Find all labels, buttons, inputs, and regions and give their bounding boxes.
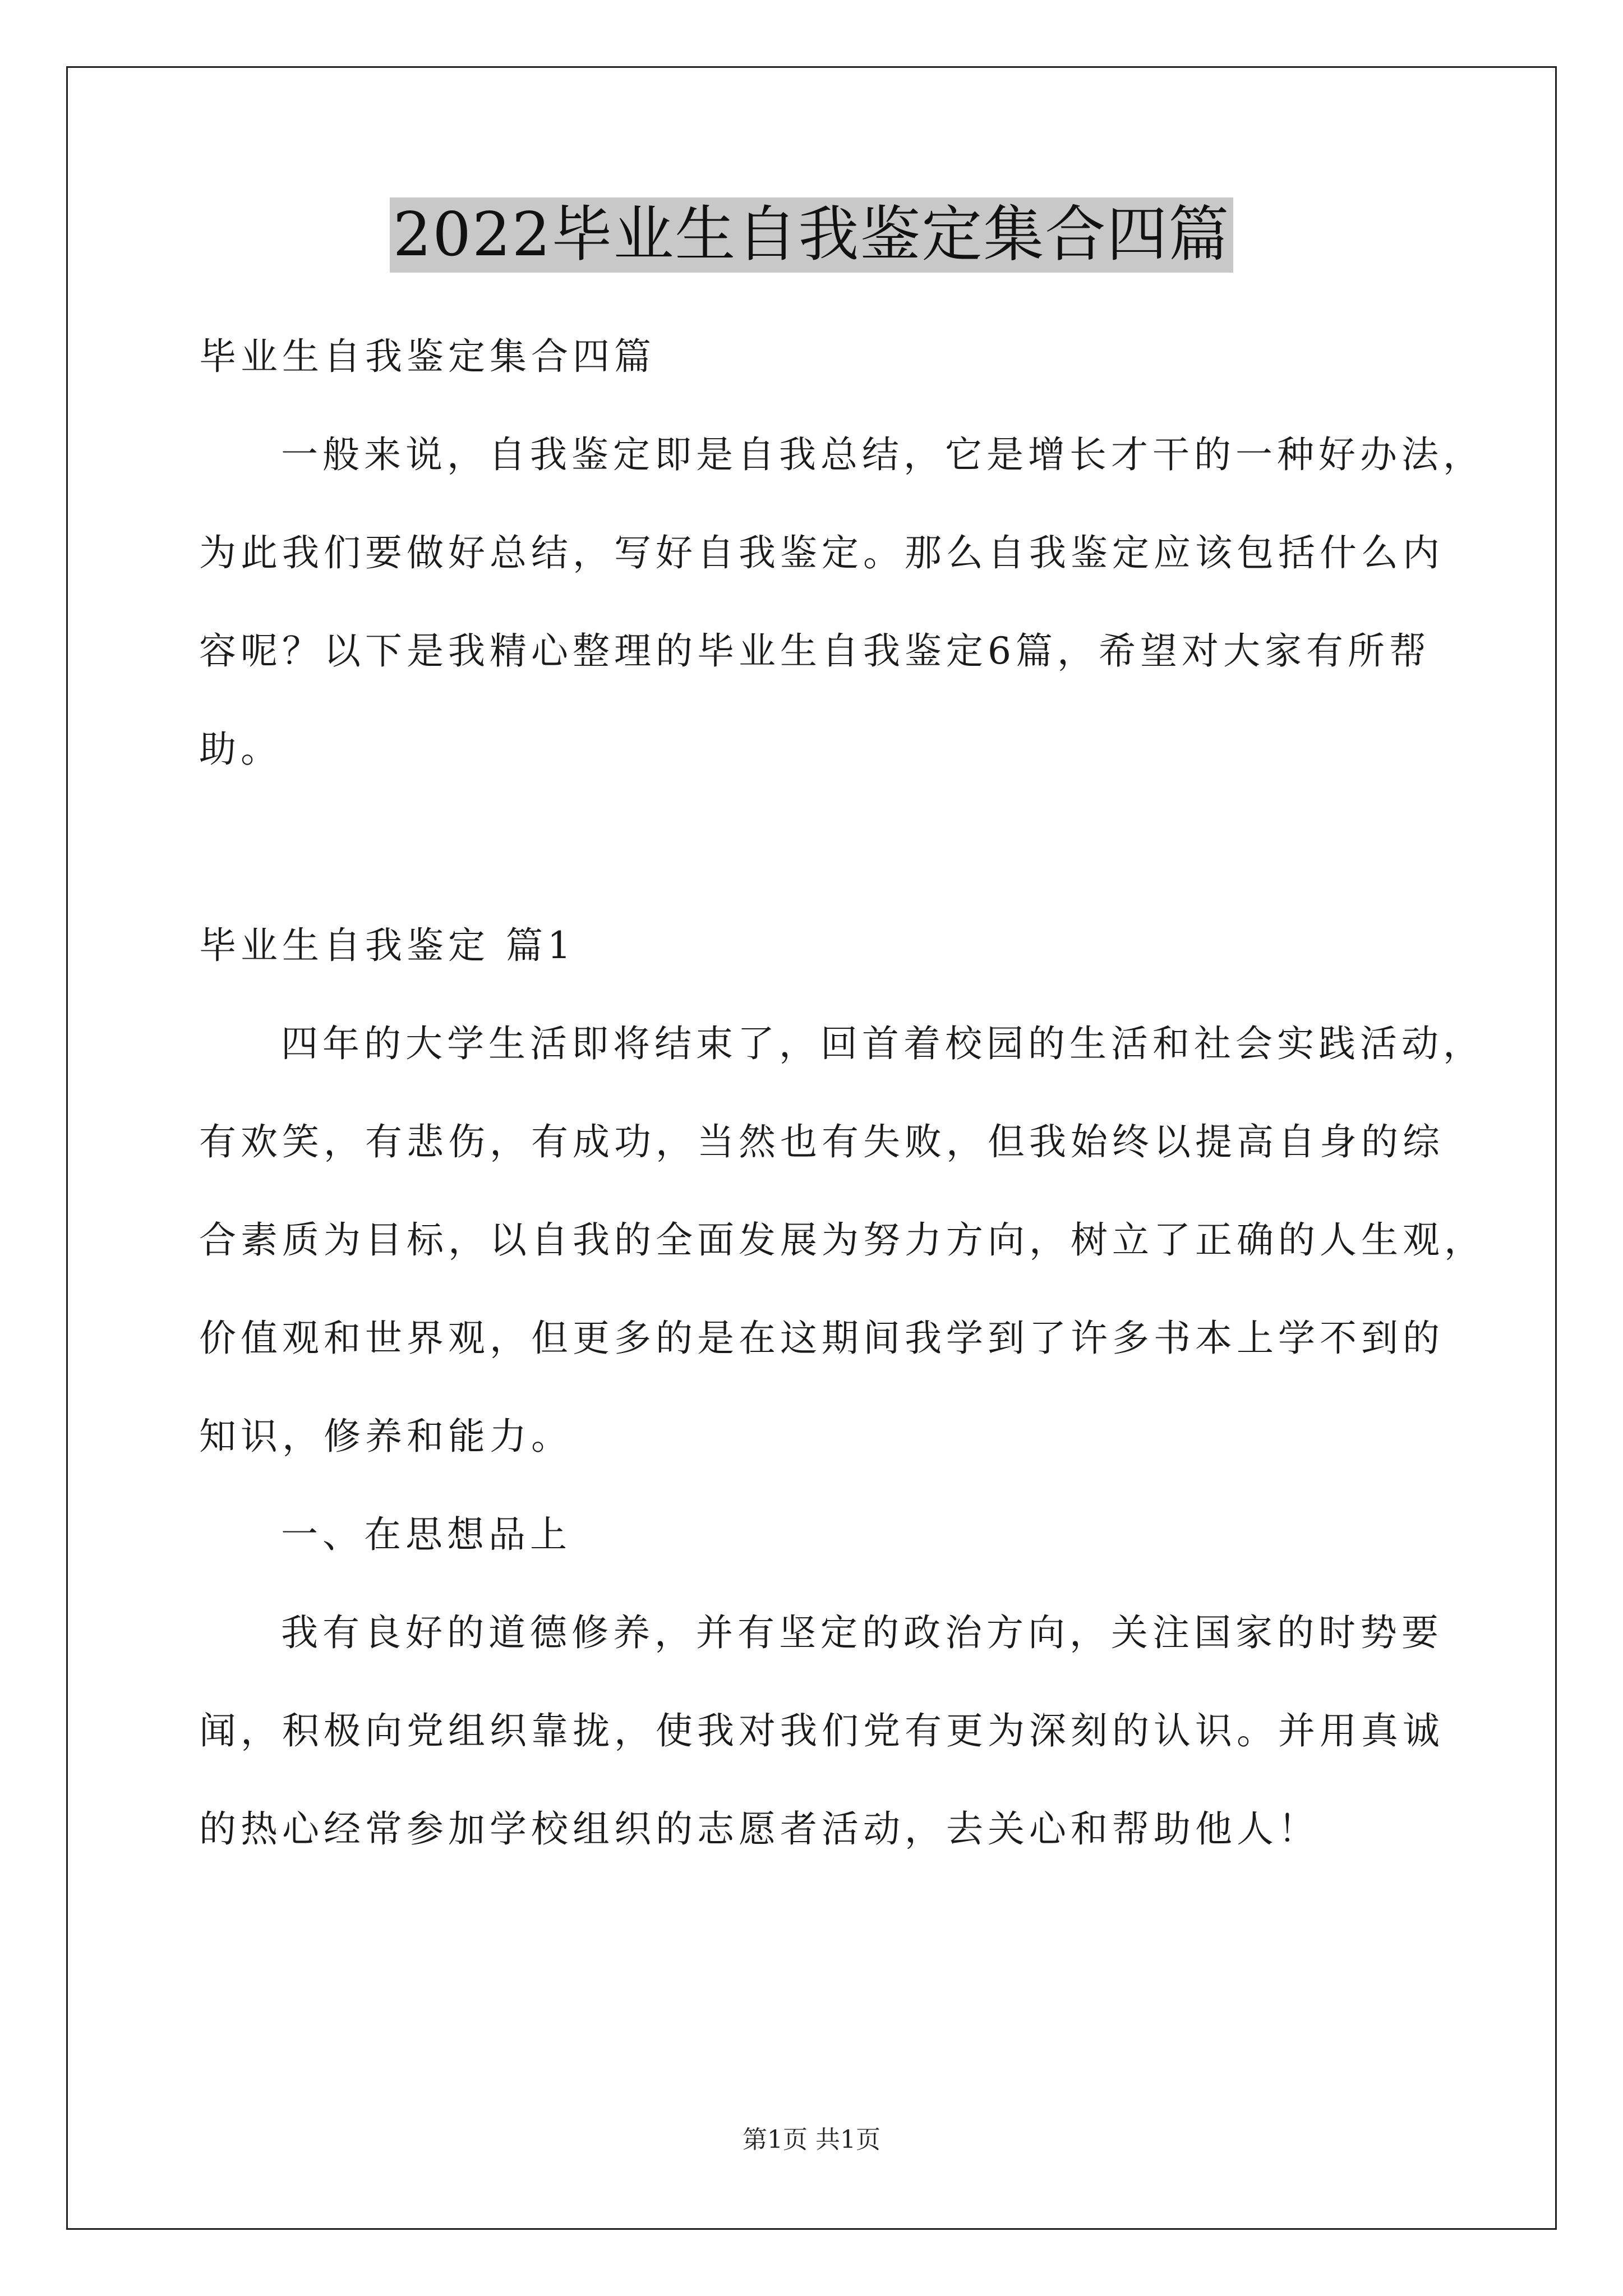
- document-subtitle: 毕业生自我鉴定集合四篇: [199, 335, 656, 378]
- intro-line: 一般来说，自我鉴定即是自我总结，它是增长才干的一种好办法，: [281, 433, 1484, 476]
- title-container: [0, 197, 1623, 273]
- paragraph-line: 的热心经常参加学校组织的志愿者活动，去关心和帮助他人！: [199, 1807, 1320, 1851]
- page-footer: 第1页 共1页: [743, 2125, 880, 2154]
- paragraph-line: 我有良好的道德修养，并有坚定的政治方向，关注国家的时势要: [281, 1611, 1443, 1654]
- section-line: 知识，修养和能力。: [199, 1415, 573, 1458]
- document-title: 2022毕业生自我鉴定集合四篇: [390, 197, 1234, 273]
- section-line: 四年的大学生活即将结束了，回首着校园的生活和社会实践活动，: [281, 1022, 1484, 1065]
- section-heading: 毕业生自我鉴定 篇1: [199, 924, 575, 967]
- intro-line: 容呢？以下是我精心整理的毕业生自我鉴定6篇，希望对大家有所帮: [199, 629, 1431, 673]
- section-line: 价值观和世界观，但更多的是在这期间我学到了许多书本上学不到的: [199, 1317, 1444, 1360]
- document-body: [199, 307, 1486, 1878]
- section-line: 合素质为目标，以自我的全面发展为努力方向，树立了正确的人生观，: [199, 1218, 1486, 1262]
- blank-line: [199, 798, 1433, 896]
- intro-line: 为此我们要做好总结，写好自我鉴定。那么自我鉴定应该包括什么内: [199, 531, 1444, 574]
- intro-line: 助。: [199, 728, 282, 771]
- subheading: 一、在思想品上: [281, 1513, 571, 1556]
- section-line: 有欢笑，有悲伤，有成功，当然也有失败，但我始终以提高自身的综: [199, 1120, 1444, 1163]
- paragraph-line: 闻，积极向党组织靠拢，使我对我们党有更为深刻的认识。并用真诚: [199, 1709, 1444, 1752]
